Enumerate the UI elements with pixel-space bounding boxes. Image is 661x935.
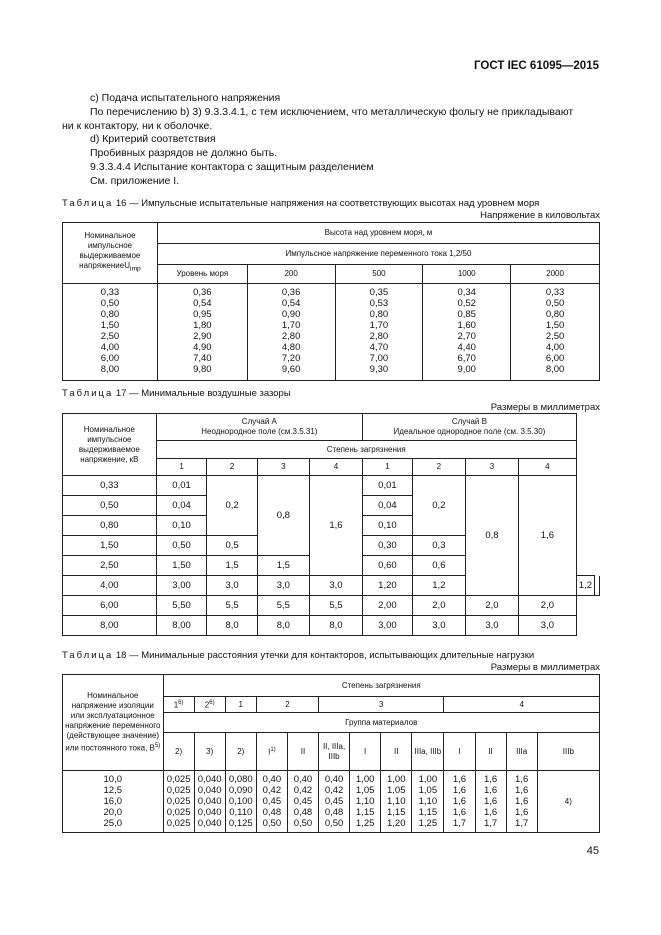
table-cell-value: 1,05 bbox=[355, 785, 375, 796]
table-cell-value: 7,40 bbox=[193, 352, 212, 364]
table17-cell: 8,0 bbox=[257, 616, 309, 636]
table18-degree: 1 bbox=[225, 697, 256, 713]
table18-group: II bbox=[475, 733, 506, 771]
table-cell-value: 1,6 bbox=[515, 774, 529, 785]
table17-cell bbox=[595, 576, 600, 596]
table-cell-value: 0,42 bbox=[324, 785, 344, 796]
table18-rated-col bbox=[63, 771, 164, 833]
table16-head-altitude: Высота над уровнем моря, м bbox=[157, 223, 599, 244]
table-cell-value: 1,00 bbox=[418, 774, 438, 785]
table18-data-col bbox=[194, 771, 225, 833]
table17-cell: 2,00 bbox=[363, 596, 413, 616]
table-cell-value: 6,00 bbox=[100, 352, 120, 364]
table16-data-col bbox=[157, 283, 247, 380]
table18-unit: Размеры в миллиметрах bbox=[490, 662, 600, 673]
table-cell-value: 0,80 bbox=[369, 308, 389, 320]
table16-col-header: Уровень моря bbox=[157, 264, 247, 283]
table-row bbox=[63, 476, 600, 496]
table17-cell: 2,0 bbox=[412, 596, 465, 616]
table17-cell: 0,2 bbox=[207, 476, 257, 536]
paragraph: См. приложение I. bbox=[90, 174, 180, 187]
table17-cell: 0,10 bbox=[156, 516, 207, 536]
table16-col-header: 200 bbox=[247, 264, 335, 283]
table-cell-value: 0,025 bbox=[166, 818, 191, 829]
table17-head-pollution: Степень загрязнения bbox=[156, 441, 576, 459]
table-cell-value: 16,0 bbox=[103, 796, 123, 807]
table17-cell: 1,6 bbox=[519, 476, 577, 596]
table-cell-value: 0,110 bbox=[229, 807, 253, 818]
table-cell-value: 1,7 bbox=[515, 818, 529, 829]
table18-group: IIIa, IIIb bbox=[412, 733, 444, 771]
paragraph: ни к контактору, ни к оболочке. bbox=[62, 119, 213, 132]
table18-data-col bbox=[475, 771, 506, 833]
table18-degree: 1$^{6)}$ bbox=[163, 697, 194, 713]
table17-degree: 2 bbox=[412, 459, 465, 476]
table-cell-value: 0,090 bbox=[228, 785, 253, 796]
table-cell-value: 1,25 bbox=[418, 818, 438, 829]
table-cell-value: 8,00 bbox=[100, 363, 120, 375]
table17-cell: 8,0 bbox=[309, 616, 362, 636]
table16-data-col bbox=[335, 283, 423, 380]
table17-cell: 0,04 bbox=[363, 496, 413, 516]
table-cell-value: 1,7 bbox=[483, 818, 498, 829]
table18-head-rated: Номинальное напряжение изоляции или эксплуатационное напряжение переменного (действующее значение) или постоянного тока, $В^{5)}$ bbox=[63, 675, 164, 771]
table-cell-value: 1,6 bbox=[483, 796, 498, 807]
table17-cell: 1,2 bbox=[412, 576, 465, 596]
table17-head-caseB: Случай В Идеальное однородное поле (см. 3.5.30) bbox=[363, 414, 577, 441]
table17-cell: 0,3 bbox=[412, 536, 465, 556]
table17-cell: 5,5 bbox=[257, 596, 309, 616]
table18-data-col bbox=[444, 771, 475, 833]
table-cell-value: 1,20 bbox=[387, 818, 406, 829]
table17-cell: 0,2 bbox=[412, 476, 465, 536]
table17-rated: 0,50 bbox=[63, 496, 157, 516]
table-cell-value: 9,60 bbox=[281, 363, 301, 375]
table-cell-value: 0,100 bbox=[228, 796, 253, 807]
table-cell-value: 10,0 bbox=[103, 774, 123, 785]
table-cell-value: 0,040 bbox=[197, 796, 222, 807]
table-cell-value: 0,040 bbox=[197, 818, 222, 829]
table17-degree: 3 bbox=[257, 459, 309, 476]
table-cell-value: 0,040 bbox=[197, 774, 222, 785]
table-row bbox=[63, 596, 600, 616]
table-cell-value: 0,025 bbox=[166, 785, 191, 796]
table17-degree: 3 bbox=[465, 459, 518, 476]
table-cell-value: 4,00 bbox=[545, 341, 565, 353]
table18 bbox=[62, 674, 600, 833]
table17-cell: 5,50 bbox=[156, 596, 207, 616]
table-cell-value: 0,36 bbox=[193, 286, 212, 298]
table18-degree: 3 bbox=[319, 697, 444, 713]
table18-data-col bbox=[163, 771, 194, 833]
table17-cell: 3,00 bbox=[363, 616, 413, 636]
table-cell-value: 2,90 bbox=[193, 330, 212, 342]
table17-rated: 8,00 bbox=[63, 616, 157, 636]
table18-head-pollution: Степень загрязнения bbox=[163, 675, 599, 697]
table-cell-value: 1,00 bbox=[387, 774, 406, 785]
table-cell-value: 0,54 bbox=[193, 297, 212, 309]
table18-head-group: Группа материалов bbox=[163, 713, 599, 733]
table-cell-value: 0,50 bbox=[262, 818, 282, 829]
table-cell-value: 20,0 bbox=[103, 807, 123, 818]
table-cell-value: 4,00 bbox=[100, 341, 120, 353]
table-cell-value: 0,025 bbox=[166, 807, 191, 818]
table-cell-value: 1,6 bbox=[452, 796, 467, 807]
table17-cell: 0,8 bbox=[465, 476, 518, 596]
table17-cell: 1,6 bbox=[309, 476, 362, 576]
table18-caption: Таблица 18 — Минимальные расстояния утечки для контакторов, испытывающих длительные нагрузки Размеры в миллиметрах bbox=[62, 650, 600, 673]
table-cell-value: 1,15 bbox=[418, 807, 438, 818]
table-cell-value: 1,05 bbox=[387, 785, 406, 796]
table-cell-value: 0,48 bbox=[262, 807, 282, 818]
paragraph: По перечислению b) 3) 9.3.3.4.1, с тем исключением, что металлическую фольгу не прикладывают bbox=[90, 105, 574, 118]
table17-cell: 1,5 bbox=[257, 556, 309, 576]
table17-cell: 0,10 bbox=[363, 516, 413, 536]
table17 bbox=[62, 413, 600, 636]
table-cell-value: 4,80 bbox=[281, 341, 301, 353]
table18-data-col bbox=[412, 771, 444, 833]
table16-unit: Напряжение в киловольтах bbox=[480, 210, 600, 221]
table-cell-value: 9,30 bbox=[369, 363, 389, 375]
table-cell-value: 1,6 bbox=[483, 807, 498, 818]
table17-rated: 1,50 bbox=[63, 536, 157, 556]
table18-data-col: 4) bbox=[537, 771, 599, 833]
table18-data-col bbox=[319, 771, 350, 833]
table16 bbox=[62, 222, 600, 381]
table-cell-value: 0,42 bbox=[293, 785, 313, 796]
table18-degree: 4 bbox=[444, 697, 600, 713]
table17-head-caseA: Случай А Неоднородное поле (см.3.5.31) bbox=[156, 414, 362, 441]
table18-group: II bbox=[381, 733, 412, 771]
table16-head-rated: Номинальное импульсное выдерживаемое напряжениеU$_{imp}$ bbox=[63, 223, 158, 284]
table-cell-value: 6,00 bbox=[545, 352, 565, 364]
paragraph: 9.3.3.4.4 Испытание контактора с защитным разделением bbox=[90, 160, 374, 173]
table18-group: IIIa bbox=[506, 733, 537, 771]
table17-unit: Размеры в миллиметрах bbox=[490, 402, 600, 413]
paragraph: Пробивных разрядов не должно быть. bbox=[90, 147, 278, 160]
table-cell-value: 0,45 bbox=[324, 796, 344, 807]
table-cell-value: 1,6 bbox=[515, 796, 529, 807]
table-cell-value: 0,33 bbox=[100, 286, 120, 298]
table17-rated: 0,80 bbox=[63, 516, 157, 536]
table16-data-col bbox=[423, 283, 511, 380]
table16-caption: Таблица 16 — Импульсные испытательные напряжения на соответствующих высотах над уровнем моря Напряжение в киловольтах bbox=[62, 198, 600, 221]
table18-group: I bbox=[350, 733, 381, 771]
table-cell-value: 0,50 bbox=[324, 818, 344, 829]
table17-caption: Таблица 17 — Минимальные воздушные зазоры Размеры в миллиметрах bbox=[62, 388, 600, 413]
table18-group: 2) bbox=[225, 733, 256, 771]
table17-cell: 1,5 bbox=[207, 556, 257, 576]
table17-cell: 0,01 bbox=[363, 476, 413, 496]
table16-head-impulse: Импульсное напряжение переменного тока 1,2/50 bbox=[157, 243, 599, 264]
table17-cell: 3,0 bbox=[207, 576, 257, 596]
table-cell-value: 1,70 bbox=[369, 319, 389, 331]
table-cell-value: 1,10 bbox=[418, 796, 438, 807]
table16-col-header: 2000 bbox=[511, 264, 600, 283]
table18-group: II bbox=[287, 733, 318, 771]
table17-cell: 8,00 bbox=[156, 616, 207, 636]
table-cell-value: 0,025 bbox=[166, 774, 191, 785]
table-cell-value: 0,50 bbox=[100, 297, 120, 309]
table-cell-value: 2,50 bbox=[545, 330, 565, 342]
table18-data-col bbox=[287, 771, 318, 833]
table17-cell: 3,0 bbox=[465, 616, 518, 636]
table17-degree: 1 bbox=[156, 459, 207, 476]
table-cell-value: 1,80 bbox=[193, 319, 212, 331]
table-cell-value: 0,45 bbox=[293, 796, 313, 807]
table-cell-value: 0,40 bbox=[262, 774, 282, 785]
table17-head-rated: Номинальное импульсное выдерживаемое напряжение, кВ bbox=[63, 414, 157, 476]
table-cell-value: 8,00 bbox=[545, 363, 565, 375]
table17-rated: 0,33 bbox=[63, 476, 157, 496]
table-cell-value: 0,90 bbox=[281, 308, 301, 320]
table-cell-value: 0,80 bbox=[545, 308, 565, 320]
table17-cell: 3,00 bbox=[156, 576, 207, 596]
table-cell-value: 1,6 bbox=[515, 785, 529, 796]
table17-cell: 1,50 bbox=[156, 556, 207, 576]
table-cell-value: 7,20 bbox=[281, 352, 301, 364]
table17-cell: 0,60 bbox=[363, 556, 413, 576]
table18-data-col bbox=[381, 771, 412, 833]
table-cell-value: 0,40 bbox=[293, 774, 313, 785]
table-cell-value: 0,040 bbox=[197, 785, 222, 796]
table-cell-value: 1,25 bbox=[355, 818, 375, 829]
table17-cell: 2,0 bbox=[519, 596, 577, 616]
table17-cell: 8,0 bbox=[207, 616, 257, 636]
table-cell-value: 4,90 bbox=[193, 341, 212, 353]
table17-cell: 3,0 bbox=[519, 616, 577, 636]
table-cell-value: 1,15 bbox=[355, 807, 375, 818]
table17-cell: 0,5 bbox=[207, 536, 257, 556]
table-cell-value: 0,080 bbox=[228, 774, 253, 785]
table-cell-value: 0,40 bbox=[324, 774, 344, 785]
table-cell-value: 6,70 bbox=[457, 352, 476, 364]
table17-cell: 1,2 bbox=[576, 576, 594, 596]
table18-data-col bbox=[225, 771, 256, 833]
table-cell-value: 1,6 bbox=[452, 774, 467, 785]
table17-cell: 3,0 bbox=[257, 576, 309, 596]
table-cell-value: 7,00 bbox=[369, 352, 389, 364]
table-cell-value: 0,95 bbox=[193, 308, 212, 320]
table-cell-value: 0,025 bbox=[166, 796, 191, 807]
table17-cell: 0,50 bbox=[156, 536, 207, 556]
table18-degree: 2$^{6)}$ bbox=[194, 697, 225, 713]
table-cell-value: 1,10 bbox=[355, 796, 375, 807]
table-row bbox=[63, 616, 600, 636]
table17-cell: 5,5 bbox=[309, 596, 362, 616]
page-number: 45 bbox=[586, 845, 599, 857]
table-cell-value: 1,6 bbox=[483, 785, 498, 796]
table-cell-value: 25,0 bbox=[103, 818, 123, 829]
table-cell-value: 1,6 bbox=[452, 785, 467, 796]
table17-cell: 3,0 bbox=[412, 616, 465, 636]
table-cell-value: 0,42 bbox=[262, 785, 282, 796]
table18-group: II, IIIa, IIIb bbox=[319, 733, 350, 771]
table18-group: IIIb bbox=[537, 733, 599, 771]
table18-data-col bbox=[350, 771, 381, 833]
table-cell-value: 0,45 bbox=[262, 796, 282, 807]
table16-col-header: 1000 bbox=[423, 264, 511, 283]
table17-degree: 1 bbox=[363, 459, 413, 476]
table18-data-col bbox=[256, 771, 287, 833]
table-cell-value: 0,50 bbox=[293, 818, 313, 829]
table-cell-value: 0,125 bbox=[228, 818, 253, 829]
table16-data-col bbox=[247, 283, 335, 380]
table17-rated: 2,50 bbox=[63, 556, 157, 576]
table18-degree: 2 bbox=[256, 697, 318, 713]
table17-rated: 4,00 bbox=[63, 576, 157, 596]
table-cell-value: 4,70 bbox=[369, 341, 389, 353]
table-cell-value: 1,50 bbox=[545, 319, 565, 331]
table-cell-value: 12,5 bbox=[103, 785, 123, 796]
table17-cell: 0,01 bbox=[156, 476, 207, 496]
table-cell-value: 1,05 bbox=[418, 785, 438, 796]
table-cell-value: 2,50 bbox=[100, 330, 120, 342]
table-cell-value: 9,80 bbox=[193, 363, 212, 375]
table-cell-value: 1,6 bbox=[515, 807, 529, 818]
table17-degree: 2 bbox=[207, 459, 257, 476]
table-cell-value: 0,52 bbox=[457, 297, 476, 309]
paragraph: c) Подача испытательного напряжения bbox=[90, 92, 281, 104]
table-cell-value: 0,48 bbox=[293, 807, 313, 818]
table17-rated: 6,00 bbox=[63, 596, 157, 616]
table17-degree: 4 bbox=[519, 459, 577, 476]
table-cell-value: 0,35 bbox=[369, 286, 389, 298]
table-cell-value: 0,54 bbox=[281, 297, 301, 309]
table-cell-value: 2,70 bbox=[457, 330, 476, 342]
table17-cell: 2,0 bbox=[465, 596, 518, 616]
table-cell-value: 1,00 bbox=[355, 774, 375, 785]
table17-cell: 5,5 bbox=[207, 596, 257, 616]
table-cell-value: 0,80 bbox=[100, 308, 120, 320]
table18-data-col bbox=[506, 771, 537, 833]
table18-group: 2) bbox=[163, 733, 194, 771]
table-cell-value: 1,15 bbox=[387, 807, 406, 818]
body-text bbox=[62, 92, 600, 189]
table17-cell: 0,30 bbox=[363, 536, 413, 556]
table-cell-value: 0,040 bbox=[197, 807, 222, 818]
table17-cell: 3,0 bbox=[309, 576, 362, 596]
table-cell-value: 2,80 bbox=[281, 330, 301, 342]
table-cell-value: 1,50 bbox=[100, 319, 120, 331]
table-cell-value: 0,34 bbox=[457, 286, 476, 298]
table-cell-value: 1,60 bbox=[457, 319, 476, 331]
table18-group: 3) bbox=[194, 733, 225, 771]
table-cell-value: 0,48 bbox=[324, 807, 344, 818]
table-cell-value: 0,85 bbox=[457, 308, 476, 320]
table17-degree: 4 bbox=[309, 459, 362, 476]
document-header: ГОСТ IEC 61095—2015 bbox=[474, 60, 599, 72]
table16-data-col bbox=[511, 283, 600, 380]
table-cell-value: 0,50 bbox=[545, 297, 565, 309]
table-cell-value: 1,70 bbox=[281, 319, 301, 331]
table18-group: I bbox=[444, 733, 475, 771]
table-cell-value: 9,00 bbox=[457, 363, 476, 375]
table17-cell: 1,20 bbox=[363, 576, 413, 596]
table-cell-value: 2,80 bbox=[369, 330, 389, 342]
table16-rated-col bbox=[63, 283, 158, 380]
table17-cell: 0,04 bbox=[156, 496, 207, 516]
paragraph: d) Критерий соответствия bbox=[90, 133, 216, 146]
table-cell-value: 1,7 bbox=[452, 818, 467, 829]
table-cell-value: 1,6 bbox=[483, 774, 498, 785]
table-cell-value: 0,53 bbox=[369, 297, 389, 309]
table-cell-value: 0,33 bbox=[545, 286, 565, 298]
table16-col-header: 500 bbox=[335, 264, 423, 283]
table-cell-value: 4,40 bbox=[457, 341, 476, 353]
table18-group: $I^{1)}$ bbox=[256, 733, 287, 771]
table17-cell: 0,8 bbox=[257, 476, 309, 556]
table-cell-value: 1,10 bbox=[387, 796, 406, 807]
table-cell-value: 1,6 bbox=[452, 807, 467, 818]
table17-cell: 0,6 bbox=[412, 556, 465, 576]
table-cell-value: 0,36 bbox=[281, 286, 301, 298]
